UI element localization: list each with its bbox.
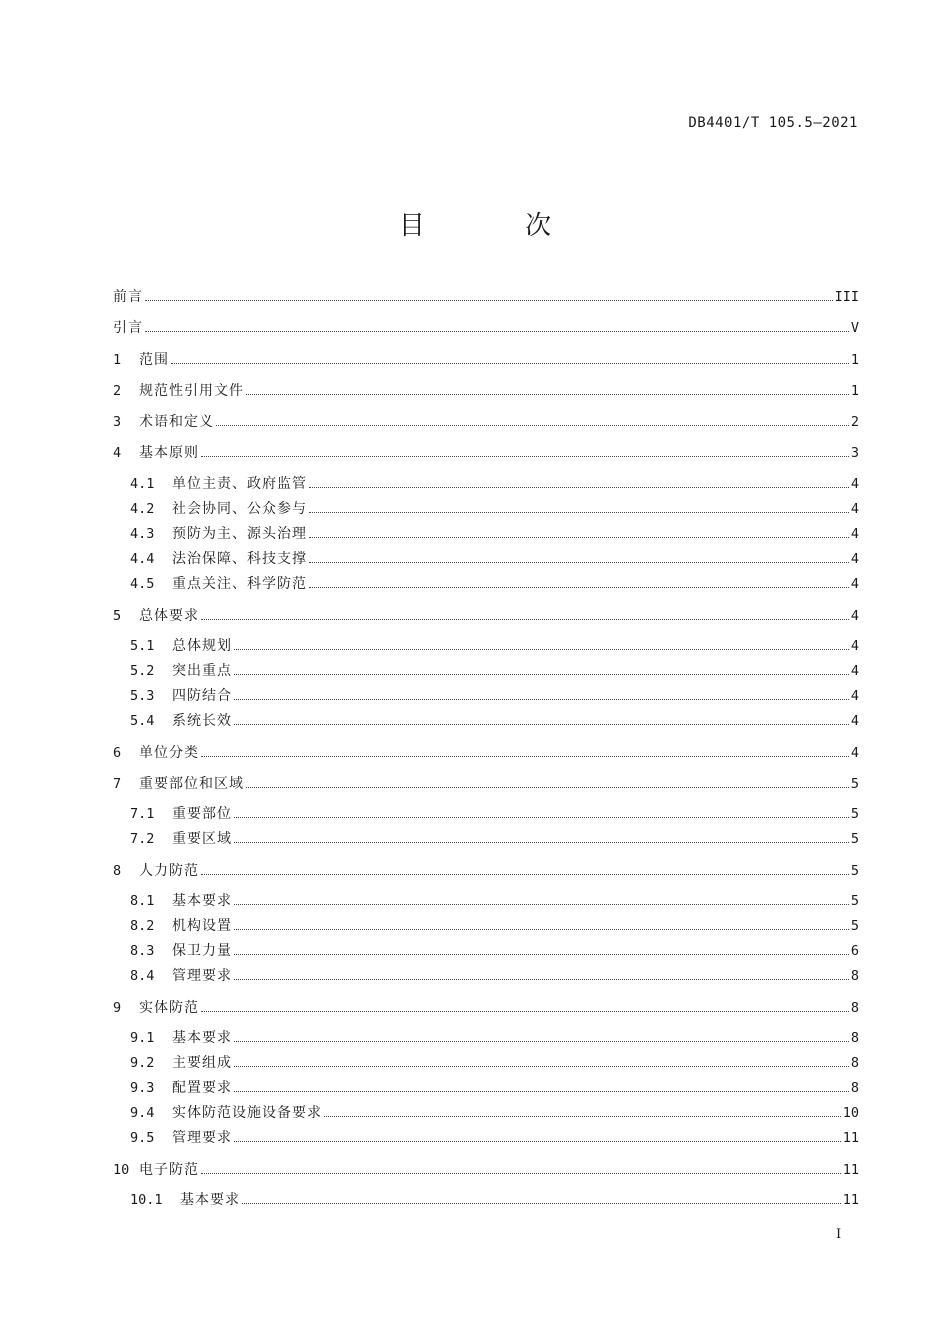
toc-entry-label: 总体规划 bbox=[172, 638, 232, 654]
dot-leader bbox=[145, 299, 833, 301]
toc-entry[interactable] bbox=[113, 743, 859, 763]
toc-entry-number: 10.1 bbox=[130, 1192, 163, 1208]
toc-entry-label: 预防为主、源头治理 bbox=[172, 526, 307, 542]
dot-leader bbox=[234, 903, 849, 905]
toc-entry[interactable] bbox=[130, 1078, 859, 1098]
toc-entry-label: 机构设置 bbox=[172, 918, 232, 934]
toc-entry-page: 11 bbox=[842, 1130, 859, 1146]
dot-leader bbox=[234, 1040, 849, 1042]
toc-entry-page: 5 bbox=[850, 776, 859, 792]
dot-leader bbox=[309, 561, 849, 563]
toc-entry-label: 四防结合 bbox=[172, 688, 232, 704]
toc-entry-label: 主要组成 bbox=[172, 1055, 232, 1071]
dot-leader bbox=[234, 978, 849, 980]
toc-entry-label: 术语和定义 bbox=[139, 414, 214, 430]
toc-entry-number: 4.5 bbox=[130, 576, 155, 592]
toc-entry-label: 实体防范 bbox=[139, 1000, 199, 1016]
toc-entry-number: 8.3 bbox=[130, 943, 155, 959]
toc-entry-label: 基本要求 bbox=[172, 1030, 232, 1046]
page-title: 目 次 bbox=[398, 211, 598, 241]
toc-entry[interactable] bbox=[130, 829, 859, 849]
toc-entry-page: 3 bbox=[850, 445, 859, 461]
dot-leader bbox=[324, 1115, 841, 1117]
toc-entry-page: 5 bbox=[850, 918, 859, 934]
toc-entry-page: 5 bbox=[850, 806, 859, 822]
toc-entry[interactable] bbox=[113, 350, 859, 370]
toc-entry[interactable] bbox=[130, 524, 859, 544]
toc-entry-number: 7.2 bbox=[130, 831, 155, 847]
toc-entry-number: 10 bbox=[113, 1162, 130, 1178]
toc-entry-page: 8 bbox=[850, 968, 859, 984]
toc-entry-number: 8.1 bbox=[130, 893, 155, 909]
toc-entry-page: 4 bbox=[850, 476, 859, 492]
toc-entry-page: 5 bbox=[850, 863, 859, 879]
toc-entry-number: 3 bbox=[113, 414, 122, 430]
toc-entry[interactable] bbox=[130, 499, 859, 519]
toc-entry-label: 电子防范 bbox=[139, 1162, 199, 1178]
dot-leader bbox=[309, 536, 849, 538]
toc-entry-page: 8 bbox=[850, 1055, 859, 1071]
dot-leader bbox=[234, 698, 849, 700]
toc-entry[interactable] bbox=[130, 686, 859, 706]
toc-entry-number: 8.4 bbox=[130, 968, 155, 984]
toc-entry-label: 基本原则 bbox=[139, 445, 199, 461]
toc-entry-page: 4 bbox=[850, 526, 859, 542]
toc-entry[interactable] bbox=[113, 318, 859, 338]
toc-entry-number: 5.3 bbox=[130, 688, 155, 704]
dot-leader bbox=[234, 1140, 841, 1142]
toc-entry-number: 4.2 bbox=[130, 501, 155, 517]
toc-entry-number: 4.3 bbox=[130, 526, 155, 542]
toc-entry[interactable] bbox=[130, 1053, 859, 1073]
dot-leader bbox=[246, 786, 849, 788]
toc-entry-label: 重点关注、科学防范 bbox=[172, 576, 307, 592]
toc-entry[interactable] bbox=[130, 474, 859, 494]
toc-entry[interactable] bbox=[130, 1028, 859, 1048]
toc-entry[interactable] bbox=[130, 941, 859, 961]
toc-entry-page: 2 bbox=[850, 414, 859, 430]
toc-entry[interactable] bbox=[130, 661, 859, 681]
toc-entry[interactable] bbox=[113, 381, 859, 401]
toc-entry-page: 4 bbox=[850, 638, 859, 654]
toc-entry-page: 11 bbox=[842, 1192, 859, 1208]
toc-entry-page: III bbox=[834, 289, 859, 305]
dot-leader bbox=[201, 873, 849, 875]
dot-leader bbox=[201, 1010, 849, 1012]
dot-leader bbox=[234, 816, 849, 818]
toc-entry-number: 5.1 bbox=[130, 638, 155, 654]
toc-entry[interactable] bbox=[113, 774, 859, 794]
toc-entry-label: 范围 bbox=[139, 352, 169, 368]
toc-entry-page: 8 bbox=[850, 1080, 859, 1096]
toc-entry[interactable] bbox=[130, 966, 859, 986]
dot-leader bbox=[309, 511, 849, 513]
toc-entry-label: 引言 bbox=[113, 320, 143, 336]
dot-leader bbox=[201, 618, 849, 620]
toc-entry[interactable] bbox=[130, 636, 859, 656]
toc-entry[interactable] bbox=[130, 574, 859, 594]
toc-entry-label: 系统长效 bbox=[172, 713, 232, 729]
toc-entry-page: 10 bbox=[842, 1105, 859, 1121]
toc-entry-page: 1 bbox=[850, 383, 859, 399]
toc-entry-number: 6 bbox=[113, 745, 122, 761]
toc-entry-number: 8 bbox=[113, 863, 122, 879]
toc-entry-number: 9.5 bbox=[130, 1130, 155, 1146]
toc-entry-page: 4 bbox=[850, 576, 859, 592]
toc-entry-number: 1 bbox=[113, 352, 122, 368]
toc-entry-label: 重要部位 bbox=[172, 806, 232, 822]
toc-entry-label: 法治保障、科技支撑 bbox=[172, 551, 307, 567]
toc-entry[interactable] bbox=[113, 606, 859, 626]
toc-entry[interactable] bbox=[130, 549, 859, 569]
toc-entry[interactable] bbox=[130, 711, 859, 731]
dot-leader bbox=[309, 486, 849, 488]
toc-entry-number: 9.1 bbox=[130, 1030, 155, 1046]
page-number: I bbox=[836, 1227, 842, 1242]
toc-entry-page: 5 bbox=[850, 831, 859, 847]
toc-entry[interactable] bbox=[113, 1160, 859, 1180]
toc-entry-label: 社会协同、公众参与 bbox=[172, 501, 307, 517]
toc-entry-page: 4 bbox=[850, 608, 859, 624]
toc-entry-number: 5.4 bbox=[130, 713, 155, 729]
toc-entry-page: 4 bbox=[850, 501, 859, 517]
document-code: DB4401/T 105.5—2021 bbox=[688, 115, 858, 131]
dot-leader bbox=[216, 424, 849, 426]
toc-entry-page: V bbox=[850, 320, 859, 336]
dot-leader bbox=[246, 393, 849, 395]
toc-entry[interactable] bbox=[113, 861, 859, 881]
toc-entry-page: 4 bbox=[850, 688, 859, 704]
toc-entry-label: 管理要求 bbox=[172, 1130, 232, 1146]
dot-leader bbox=[242, 1202, 841, 1204]
toc-entry[interactable] bbox=[130, 916, 859, 936]
dot-leader bbox=[234, 1065, 849, 1067]
toc-entry-label: 基本要求 bbox=[180, 1192, 240, 1208]
toc-entry-label: 突出重点 bbox=[172, 663, 232, 679]
toc-entry-label: 重要部位和区域 bbox=[139, 776, 244, 792]
toc-entry[interactable] bbox=[130, 1128, 859, 1148]
toc-entry-number: 5.2 bbox=[130, 663, 155, 679]
toc-entry-page: 4 bbox=[850, 663, 859, 679]
toc-entry-number: 4.1 bbox=[130, 476, 155, 492]
toc-entry-number: 9.2 bbox=[130, 1055, 155, 1071]
toc-entry[interactable] bbox=[113, 412, 859, 432]
toc-entry[interactable] bbox=[130, 804, 859, 824]
dot-leader bbox=[201, 455, 849, 457]
toc-entry-number: 4 bbox=[113, 445, 122, 461]
toc-entry-number: 7.1 bbox=[130, 806, 155, 822]
toc-entry[interactable] bbox=[113, 287, 859, 307]
toc-entry-page: 11 bbox=[842, 1162, 859, 1178]
dot-leader bbox=[145, 330, 849, 332]
toc-entry-label: 配置要求 bbox=[172, 1080, 232, 1096]
toc-entry-page: 4 bbox=[850, 551, 859, 567]
toc-entry-label: 总体要求 bbox=[139, 608, 199, 624]
toc-entry-number: 2 bbox=[113, 383, 122, 399]
toc-entry-page: 4 bbox=[850, 713, 859, 729]
dot-leader bbox=[201, 755, 849, 757]
toc-entry-label: 管理要求 bbox=[172, 968, 232, 984]
toc-entry-label: 单位主责、政府监管 bbox=[172, 476, 307, 492]
toc-entry-page: 1 bbox=[850, 352, 859, 368]
toc-entry-number: 7 bbox=[113, 776, 122, 792]
toc-entry[interactable] bbox=[113, 998, 859, 1018]
toc-entry-label: 实体防范设施设备要求 bbox=[172, 1105, 322, 1121]
toc-entry-number: 9.3 bbox=[130, 1080, 155, 1096]
toc-entry-label: 保卫力量 bbox=[172, 943, 232, 959]
dot-leader bbox=[171, 362, 849, 364]
toc-entry-page: 5 bbox=[850, 893, 859, 909]
toc-entry-number: 5 bbox=[113, 608, 122, 624]
toc-entry[interactable] bbox=[130, 1103, 859, 1123]
toc-entry-label: 规范性引用文件 bbox=[139, 383, 244, 399]
dot-leader bbox=[234, 723, 849, 725]
dot-leader bbox=[234, 673, 849, 675]
toc-entry-number: 8.2 bbox=[130, 918, 155, 934]
dot-leader bbox=[201, 1172, 841, 1174]
toc-entry[interactable] bbox=[113, 443, 859, 463]
toc-entry-page: 8 bbox=[850, 1000, 859, 1016]
toc-entry-page: 4 bbox=[850, 745, 859, 761]
toc-entry[interactable] bbox=[130, 1190, 859, 1210]
dot-leader bbox=[234, 953, 849, 955]
toc-entry-number: 9 bbox=[113, 1000, 122, 1016]
dot-leader bbox=[234, 928, 849, 930]
toc-entry-number: 9.4 bbox=[130, 1105, 155, 1121]
toc-entry-number: 4.4 bbox=[130, 551, 155, 567]
toc-entry-label: 基本要求 bbox=[172, 893, 232, 909]
toc-entry-label: 单位分类 bbox=[139, 745, 199, 761]
toc-entry-label: 前言 bbox=[113, 289, 143, 305]
toc-entry[interactable] bbox=[130, 891, 859, 911]
dot-leader bbox=[234, 841, 849, 843]
dot-leader bbox=[234, 1090, 849, 1092]
dot-leader bbox=[234, 648, 849, 650]
toc-entry-label: 重要区域 bbox=[172, 831, 232, 847]
toc-entry-label: 人力防范 bbox=[139, 863, 199, 879]
dot-leader bbox=[309, 586, 849, 588]
toc-entry-page: 8 bbox=[850, 1030, 859, 1046]
toc-entry-page: 6 bbox=[850, 943, 859, 959]
